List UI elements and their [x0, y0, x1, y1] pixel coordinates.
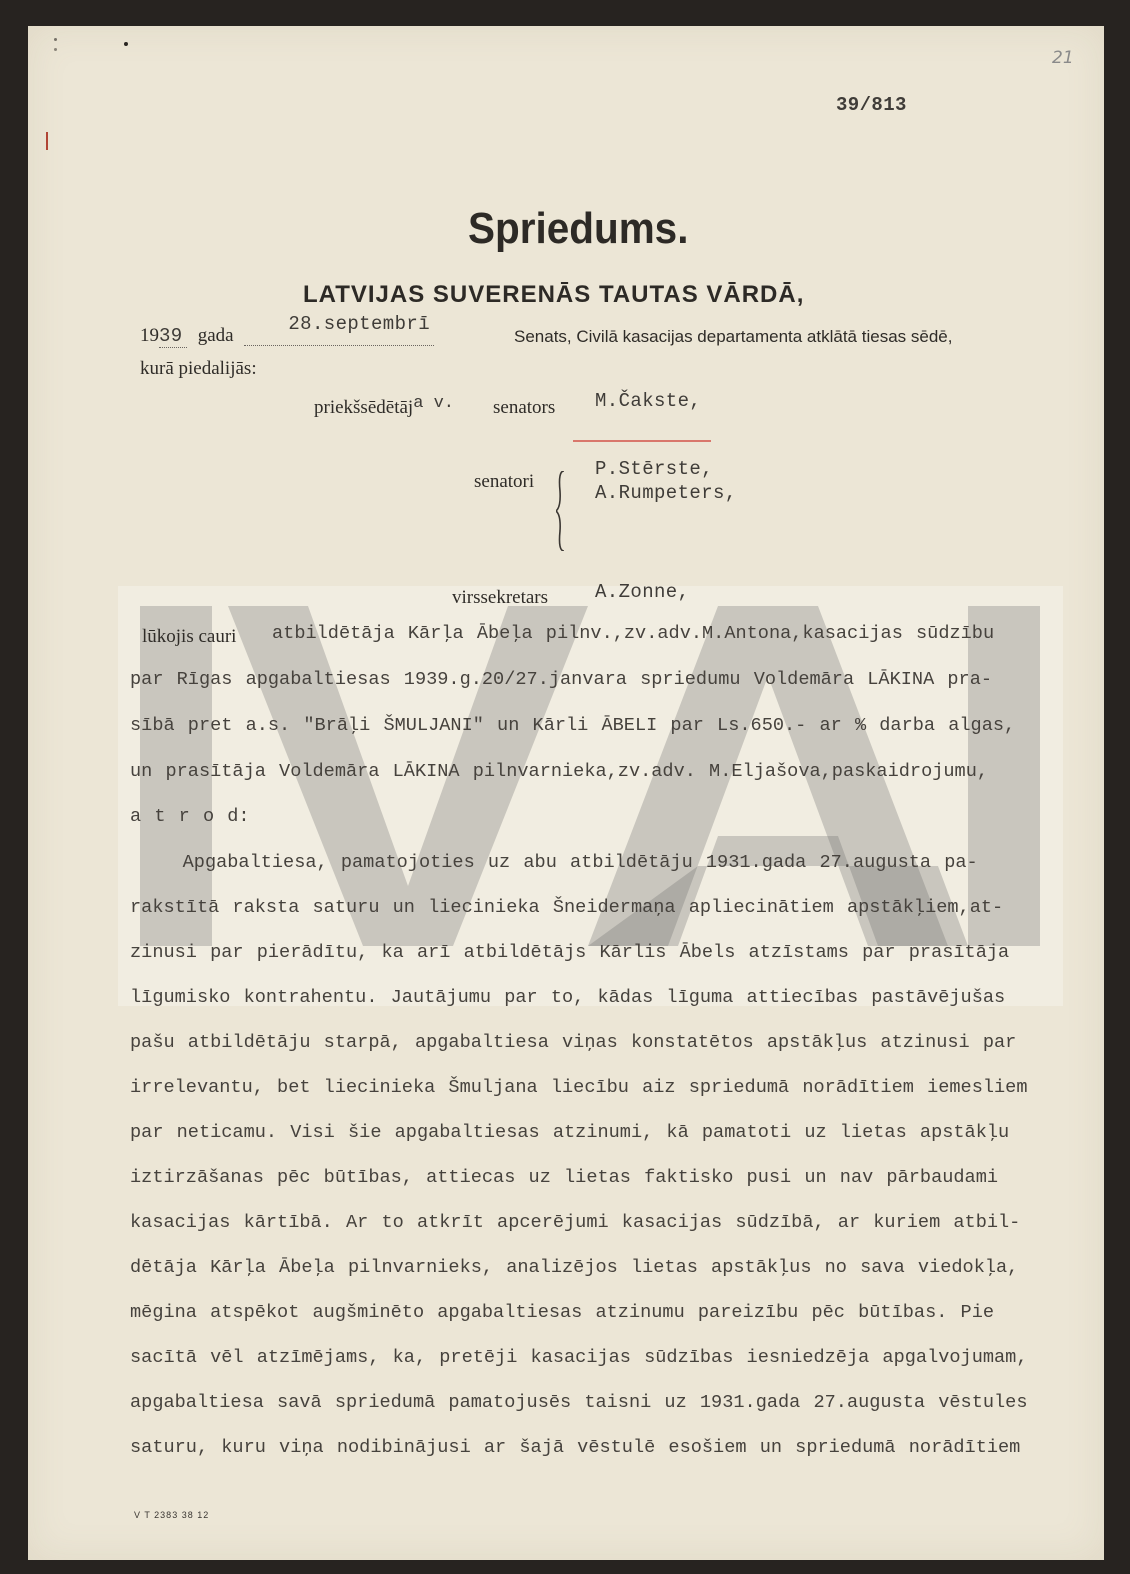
- red-margin-mark: [46, 132, 48, 150]
- year-prefix: 19: [140, 325, 159, 346]
- document-subtitle: LATVIJAS SUVERENĀS TAUTAS VĀRDĀ,: [303, 281, 805, 308]
- document-page: [28, 26, 1104, 1560]
- participants-label: kurā piedalijās:: [140, 358, 257, 379]
- body-line: kasacijas kārtībā. Ar to atkrīt apcerējumi kasacijas sūdzībā, ar kuriem atbil-: [130, 1212, 1021, 1233]
- body-line: iztirzāšanas pēc būtības, attiecas uz lietas faktisko pusi un nav pārbaudami: [130, 1167, 999, 1188]
- body-line: a t r o d:: [130, 806, 250, 827]
- body-line: apgabaltiesa savā spriedumā pamatojusēs taisni uz 1931.gada 27.augusta vēstules: [130, 1392, 1028, 1413]
- body-line: un prasītāja Voldemāra LĀKINA pilnvarnieka,zv.adv. M.Eljašova,paskaidrojumu,: [130, 761, 989, 782]
- body-line: par neticamu. Visi šie apgabaltiesas atzinumi, kā pamatoti uz lietas apstākļu: [130, 1122, 1010, 1143]
- court-text: [514, 327, 952, 347]
- body-line: mēgina atspēkot augšminēto apgabaltiesas atzinumu pareizību pēc būtības. Pie: [130, 1302, 995, 1323]
- body-line: sacītā vēl atzīmējams, ka, pretēji kasacijas sūdzības iesniedzēja apgalvojumam,: [130, 1347, 1028, 1368]
- reviewed-label: lūkojis cauri: [142, 626, 237, 647]
- date-blank: [244, 313, 434, 346]
- ink-speck: [124, 42, 128, 46]
- form-code: V T 2383 38 12: [134, 1510, 210, 1520]
- senator-1: P.Stērste,: [595, 458, 714, 480]
- secretary-name: A.Zonne,: [595, 581, 690, 603]
- body-line: par Rīgas apgabaltiesas 1939.g.20/27.janvara spriedumu Voldemāra LĀKINA pra-: [130, 669, 993, 690]
- body-line: atbildētāja Kārļa Ābeļa pilnv.,zv.adv.M.Antona,kasacijas sūdzību: [272, 623, 995, 644]
- brace-icon: [556, 471, 566, 551]
- secretary-label: virssekretars: [452, 587, 549, 608]
- senators-label: senatori: [474, 471, 535, 492]
- body-line: Apgabaltiesa, pamatojoties uz abu atbildētāju 1931.gada 27.augusta pa-: [130, 852, 978, 873]
- pencil-page-number: 21: [1052, 48, 1074, 68]
- year-line: [140, 313, 434, 348]
- body-line: pašu atbildētāju starpā, apgabaltiesa viņas konstatētos apstākļus atzinusi par: [130, 1032, 1017, 1053]
- chair-label: [314, 394, 454, 419]
- ink-speck: [54, 38, 57, 41]
- document-title: Spriedums.: [468, 204, 689, 253]
- senator-2: A.Rumpeters,: [595, 482, 737, 504]
- chair-suffix: a v.: [413, 394, 454, 413]
- session-date: 28.septembrī: [288, 313, 430, 335]
- chair-label-text: priekšsēdētāj: [314, 397, 414, 418]
- body-line: zinusi par pierādītu, ka arī atbildētājs Kārlis Ābels atzīstams par prasītāja: [130, 942, 1010, 963]
- body-line: rakstītā raksta saturu un liecinieka Šneidermaņa apliecinātiem apstākļiem,at-: [130, 897, 1004, 918]
- red-underline: [573, 440, 711, 442]
- body-line: saturu, kuru viņa nodibinājusi ar šajā vēstulē esošiem un spriedumā norādītiem: [130, 1437, 1021, 1458]
- body-line: dētāja Kārļa Ābeļa pilnvarnieks, analizējos lietas apstākļus no sava viedokļa,: [130, 1257, 1019, 1278]
- gada-label: gada: [197, 325, 234, 346]
- senator-label: senators: [493, 397, 556, 418]
- court-text-content: Senats, Civilā kasacijas departamenta atklātā tiesas sēdē,: [514, 327, 953, 346]
- chair-name: M.Čakste,: [595, 390, 702, 412]
- year-suffix: 39: [159, 325, 187, 348]
- body-line: līgumisko kontrahentu. Jautājumu par to, kādas līguma attiecības pastāvējušas: [130, 987, 1006, 1008]
- body-line: sībā pret a.s. "Brāļi ŠMULJANI" un Kārli ĀBELI par Ls.650.- ar % darba algas,: [130, 715, 1016, 736]
- ink-speck: [54, 48, 57, 51]
- body-line: irrelevantu, bet liecinieka Šmuljana liecību aiz spriedumā norādītiem iemesliem: [130, 1077, 1028, 1098]
- case-number: 39/813: [836, 94, 907, 116]
